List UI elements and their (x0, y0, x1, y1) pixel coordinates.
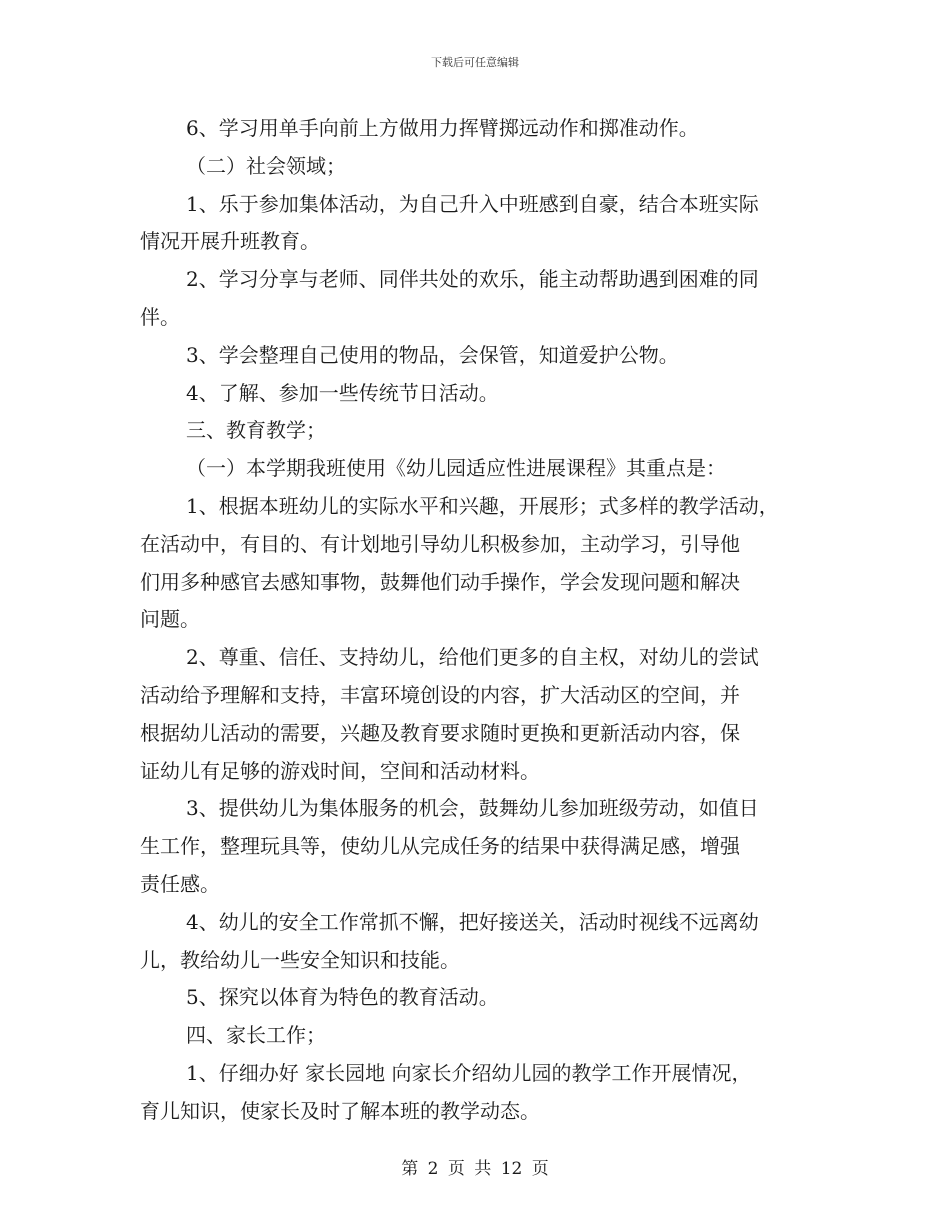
paragraph-line: 儿，教给幼儿一些安全知识和技能。 (140, 947, 460, 972)
paragraph-line: 育儿知识，使家长及时了解本班的教学动态。 (140, 1098, 540, 1123)
paragraph-line: 情况开展升班教育。 (140, 229, 320, 254)
paragraph-line: 在活动中，有目的、有计划地引导幼儿积极参加，主动学习，引导他 (140, 531, 740, 556)
section-heading: （二）社会领域； (186, 153, 346, 178)
paragraph-line: 根据幼儿活动的需要，兴趣及教育要求随时更换和更新活动内容，保 (140, 720, 740, 745)
paragraph-line: 问题。 (140, 607, 200, 632)
paragraph-line: 生工作，整理玩具等，使幼儿从完成任务的结果中获得满足感，增强 (140, 834, 740, 859)
section-heading: 三、教育教学； (186, 418, 326, 443)
paragraph-line: 2、尊重、信任、支持幼儿，给他们更多的自主权，对幼儿的尝试 (186, 645, 759, 670)
page-footer: 第 2 页 共 12 页 (401, 1159, 549, 1179)
paragraph-line: 3、提供幼儿为集体服务的机会，鼓舞幼儿参加班级劳动，如值日 (186, 796, 759, 821)
paragraph-line: 责任感。 (140, 871, 220, 896)
paragraph-line: 6、学习用单手向前上方做用力挥臂掷远动作和掷准动作。 (186, 116, 699, 140)
paragraph-line: 4、了解、参加一些传统节日活动。 (186, 380, 499, 405)
page-header: 下载后可任意编辑 (431, 56, 519, 69)
paragraph-line: 们用多种感官去感知事物，鼓舞他们动手操作，学会发现问题和解决 (140, 569, 740, 594)
paragraph-line: 伴。 (140, 304, 180, 329)
paragraph-line: 4、幼儿的安全工作常抓不懈，把好接送关，活动时视线不远离幼 (186, 909, 759, 934)
paragraph-line: 证幼儿有足够的游戏时间，空间和活动材料。 (140, 758, 540, 783)
paragraph-line: 5、探究以体育为特色的教育活动。 (186, 985, 499, 1010)
paragraph-line: 2、学习分享与老师、同伴共处的欢乐，能主动帮助遇到困难的同 (186, 267, 759, 292)
paragraph-line: 1、根据本班幼儿的实际水平和兴趣，开展形；式多样的教学活动， (186, 493, 779, 518)
section-heading: （一）本学期我班使用《幼儿园适应性进展课程》其重点是： (186, 456, 726, 481)
paragraph-line: 活动给予理解和支持，丰富环境创设的内容，扩大活动区的空间，并 (140, 682, 740, 707)
paragraph-line: 3、学会整理自己使用的物品，会保管，知道爱护公物。 (186, 342, 679, 367)
paragraph-line: 1、仔细办好 家长园地 向家长介绍幼儿园的教学工作开展情况， (186, 1060, 752, 1085)
paragraph-line: 1、乐于参加集体活动，为自己升入中班感到自豪，结合本班实际 (186, 191, 759, 216)
section-heading: 四、家长工作； (186, 1023, 326, 1048)
document-body (140, 110, 815, 1131)
